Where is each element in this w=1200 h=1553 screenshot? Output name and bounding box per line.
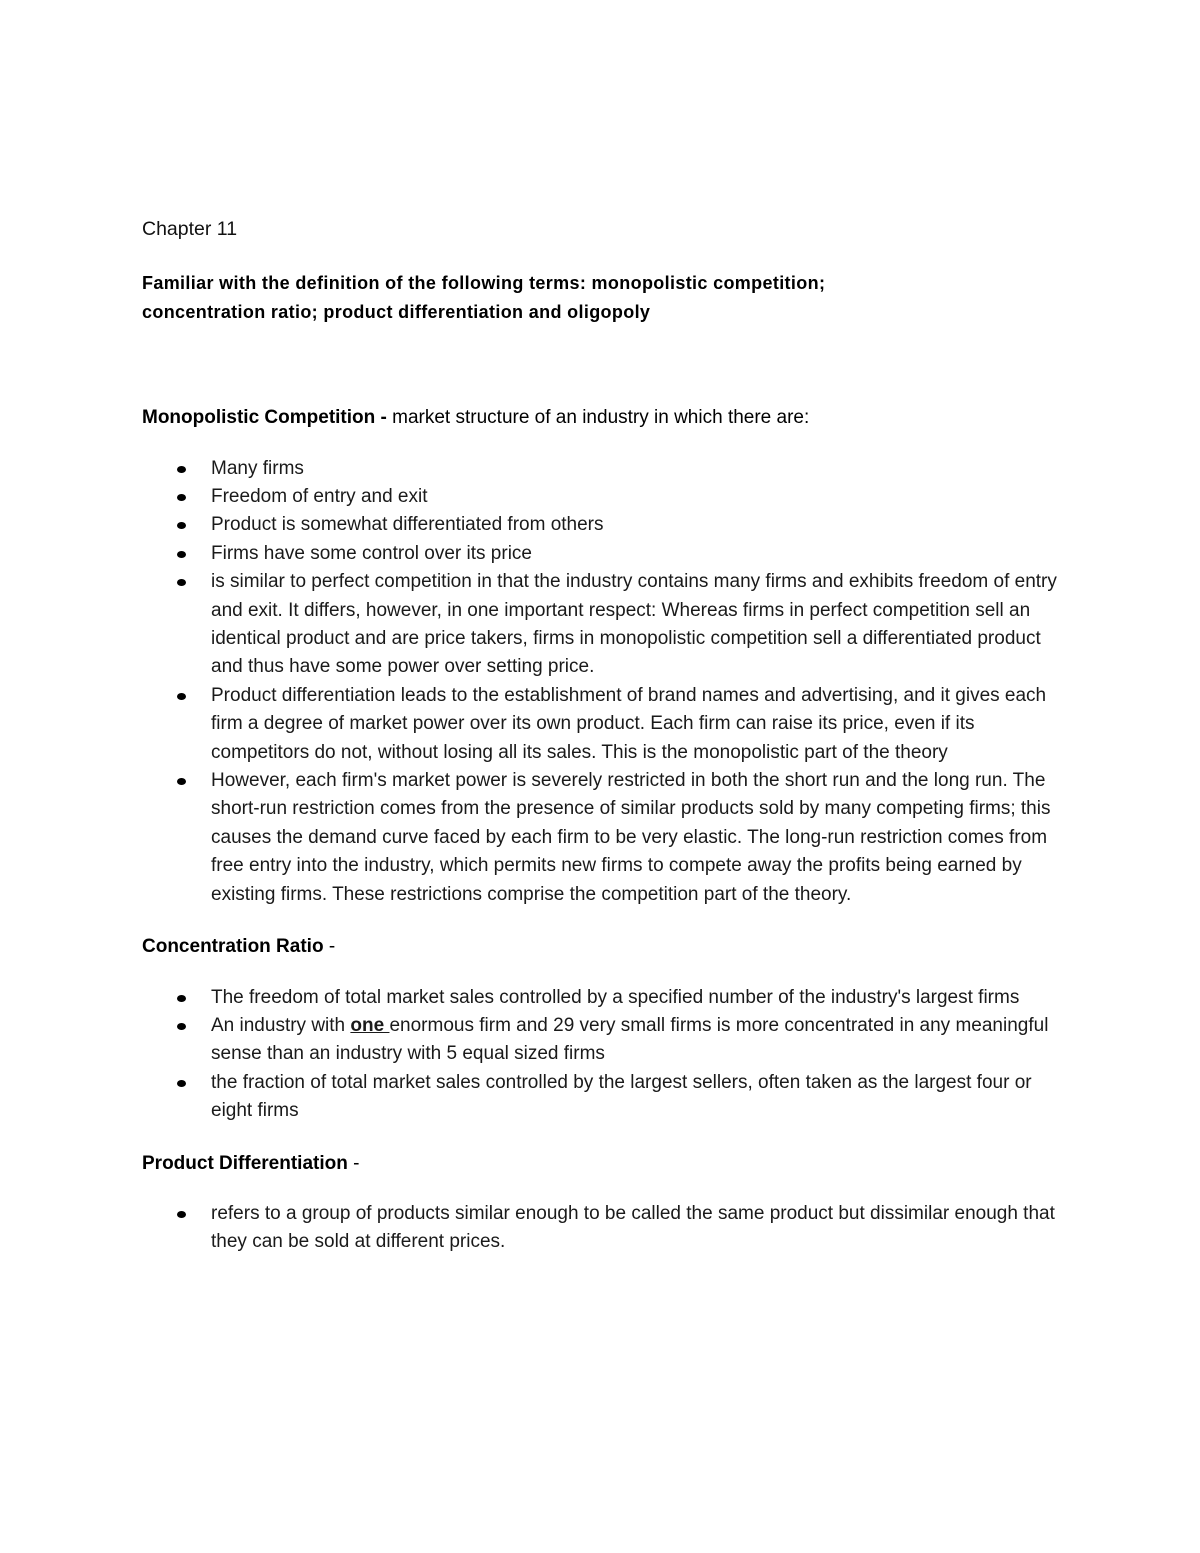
list-item-text: refers to a group of products similar enough to be called the same product but dissimilar enough that they can be sold at different prices.	[211, 1203, 1055, 1253]
term-definition: -	[347, 1152, 360, 1174]
document-page	[142, 215, 1072, 1257]
intro-heading	[142, 269, 1072, 326]
list-item	[211, 568, 1072, 682]
list-item-text: Freedom of entry and exit	[211, 485, 428, 507]
section-heading	[142, 404, 1072, 433]
list-item-text: Many firms	[211, 457, 304, 479]
list-item	[211, 1069, 1072, 1126]
section-product-differentiation	[142, 1150, 1072, 1257]
list-item	[211, 455, 1072, 483]
section-concentration-ratio	[142, 933, 1072, 1126]
list-item	[211, 1200, 1072, 1257]
list-item-text: Product is somewhat differentiated from others	[211, 514, 604, 536]
list-item	[211, 483, 1072, 511]
list-item	[211, 1012, 1072, 1069]
list-item-text: enormous firm and 29 very small firms is more concentrated in any meaningful sense than an industry with 5 equal sized firms	[211, 1014, 1049, 1065]
intro-line-2: concentration ratio; product differentiation and oligopoly	[142, 301, 651, 322]
bullet-icon	[177, 466, 186, 473]
term-label: Monopolistic Competition -	[142, 407, 393, 428]
term-label: Product Differentiation	[142, 1152, 348, 1174]
bullet-list	[142, 984, 1072, 1126]
bullet-icon	[177, 522, 186, 529]
list-item-text: The freedom of total market sales controlled by a specified number of the industry's largest firms	[211, 986, 1020, 1008]
intro-line-1: Familiar with the definition of the following terms: monopolistic competition;	[142, 273, 826, 293]
section-heading	[142, 1150, 1072, 1179]
emphasis-word: one	[350, 1014, 390, 1036]
list-item-text: the fraction of total market sales controlled by the largest sellers, often taken as the largest four or eight firms	[211, 1071, 1032, 1122]
list-item-text: Product differentiation leads to the establishment of brand names and advertising, and it gives each firm a degree of market power over its own product. Each firm can raise its price, even if its competitors do not, without losing all its sales. This is the monopolistic part of the theory	[211, 684, 1047, 763]
list-item-text: is similar to perfect competition in that the industry contains many firms and exhibits freedom of entry and exit. It differs, however, in one important respect: Whereas firms in perfect competition sell an identical product and are price takers, firms in monopolistic competition sell a differentiated product and thus have some power over setting price.	[211, 571, 1057, 678]
bullet-list	[142, 455, 1072, 910]
list-item	[211, 540, 1072, 568]
section-heading	[142, 933, 1072, 962]
term-label: Concentration Ratio	[142, 936, 324, 957]
bullet-icon	[177, 1080, 186, 1087]
bullet-list	[142, 1200, 1072, 1257]
section-monopolistic-competition	[142, 404, 1072, 909]
bullet-icon	[177, 494, 186, 501]
bullet-icon	[177, 579, 186, 586]
chapter-title: Chapter 11	[142, 218, 238, 240]
bullet-icon	[177, 1211, 186, 1218]
term-definition: -	[323, 936, 336, 957]
list-item-text: An industry with	[211, 1014, 351, 1036]
bullet-icon	[177, 995, 186, 1002]
bullet-icon	[177, 693, 186, 700]
bullet-icon	[177, 778, 186, 785]
term-definition: market structure of an industry in which there are:	[392, 407, 810, 428]
list-item	[211, 682, 1072, 767]
list-item-text: However, each firm's market power is severely restricted in both the short run and the long run. The short-run restriction comes from the presence of similar products sold by many competing firms; this causes the demand curve faced by each firm to be very elastic. The long-run restriction comes from free entry into the industry, which permits new firms to compete away the profits being earned by existing firms. These restrictions comprise the competition part of the theory.	[211, 769, 1051, 905]
list-item	[211, 984, 1072, 1012]
list-item-text: Firms have some control over its price	[211, 542, 532, 564]
list-item	[211, 767, 1072, 909]
bullet-icon	[177, 1023, 186, 1030]
bullet-icon	[177, 551, 186, 558]
list-item	[211, 511, 1072, 539]
